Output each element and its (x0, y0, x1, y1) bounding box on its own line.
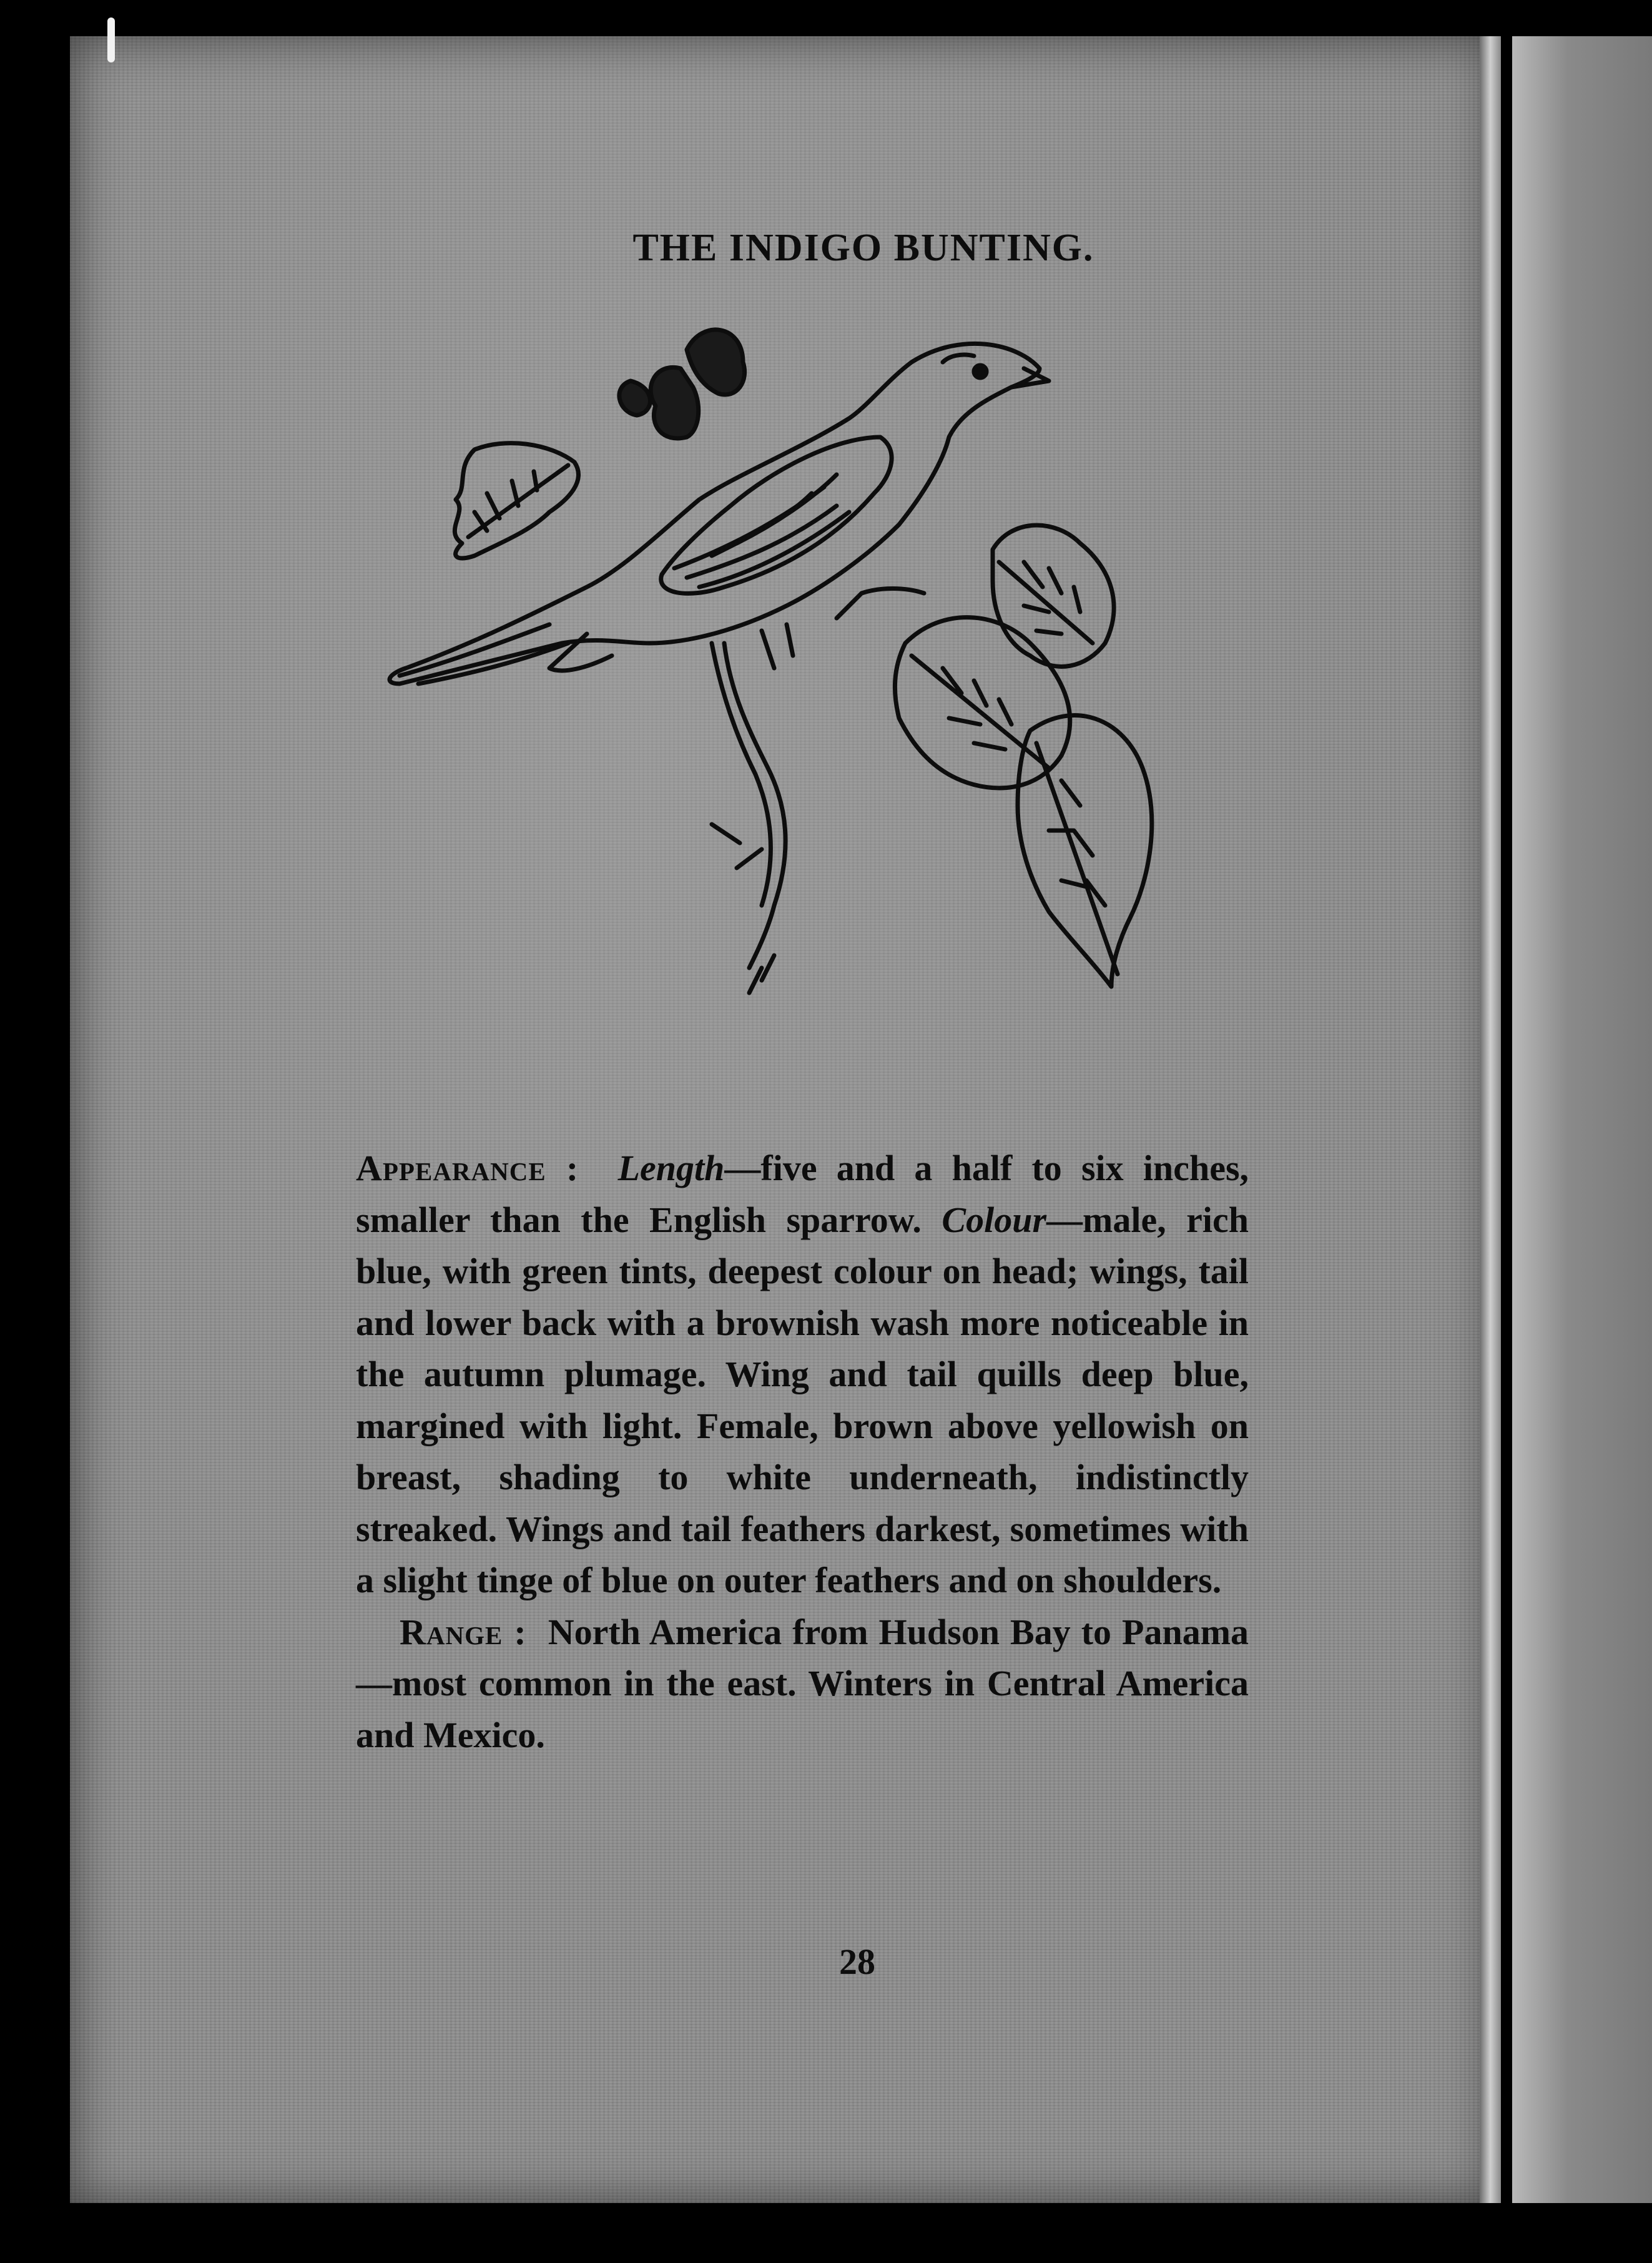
scan-artifact-mark (107, 17, 115, 62)
colour-text: —male, rich blue, with green tints, deepest colour on head; wings, tail and lower back with a brownish wash more noticeable in the autumn plumage. Wing and tail quills deep blue, margined with light. Female, brown above yellowish on breast, shading to white underneath, indistinctly streaked. Wings and tail feathers darkest, sometimes with a slight tinge of blue on outer feathers and on shoulders. (356, 1199, 1249, 1600)
binding-shadow (1501, 36, 1512, 2203)
page-gutter (1480, 36, 1501, 2203)
branch-icon (712, 589, 924, 993)
page-number: 28 (839, 1941, 875, 1982)
indigo-bunting-illustration (362, 293, 1249, 1118)
appearance-label: Appearance : (356, 1148, 579, 1188)
page-title: THE INDIGO BUNTING. (632, 227, 1094, 269)
length-text: —five and a half to six inches, smaller than the English sparrow. (356, 1148, 1249, 1240)
colour-label: Colour (942, 1199, 1047, 1240)
range-label: Range : (400, 1611, 527, 1652)
right-leaf-icon (895, 525, 1151, 987)
berry-cluster-icon (619, 330, 745, 438)
length-label: Length (617, 1148, 725, 1188)
adjacent-page-edge (1512, 36, 1652, 2203)
appearance-paragraph (356, 1143, 1249, 1607)
range-paragraph (356, 1607, 1249, 1762)
range-text: North America from Hudson Bay to Panama—most common in the east. Winters in Central America and Mexico. (356, 1611, 1249, 1755)
species-description (356, 1143, 1249, 1761)
left-leaf-icon (455, 443, 578, 558)
